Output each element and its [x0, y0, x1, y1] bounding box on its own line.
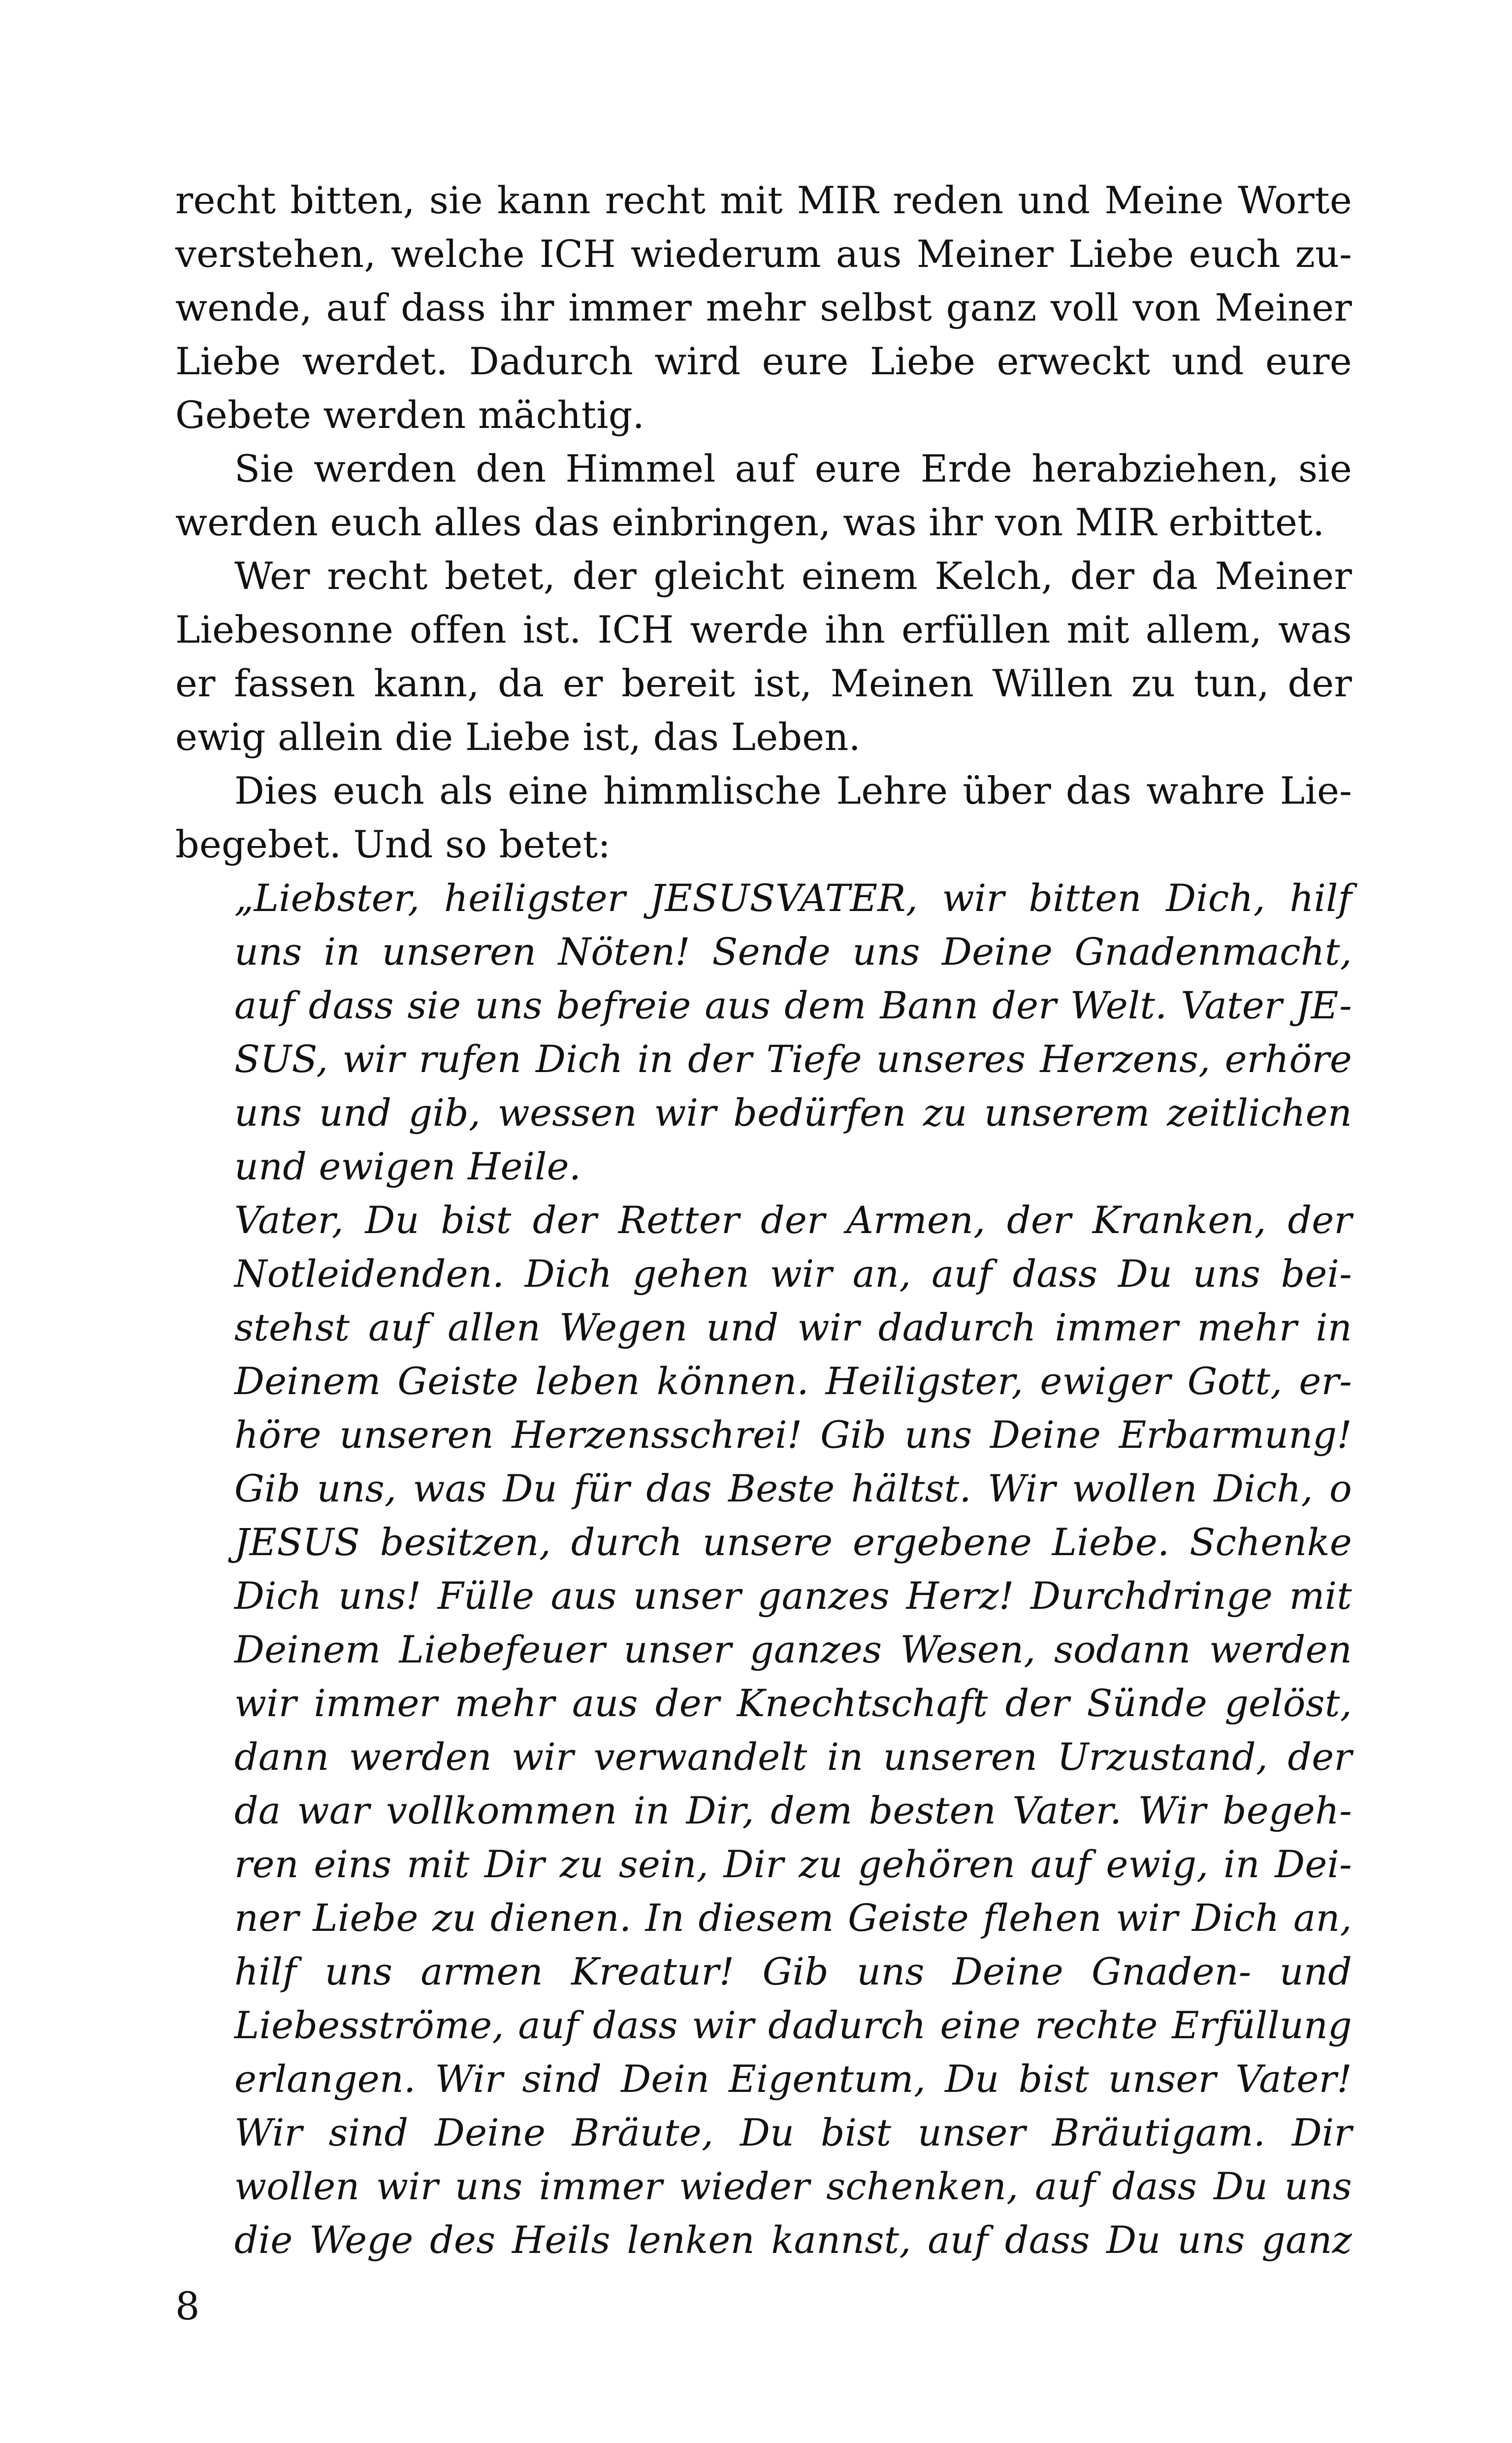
prayer-line: JESUS besitzen, durch unsere ergebene Liebe. Schenke	[234, 1520, 1352, 1564]
prayer-line: stehst auf allen Wegen und wir dadurch immer mehr in	[234, 1305, 1352, 1349]
prayer-line: Gib uns, was Du für das Beste hältst. Wir wollen Dich, o	[234, 1466, 1352, 1510]
prayer-line: „Liebster, heiligster JESUSVATER, wir bitten Dich, hilf	[234, 876, 1352, 920]
body-paragraph	[175, 173, 1352, 442]
body-paragraph	[175, 442, 1352, 549]
prayer-line: Deinem Geiste leben können. Heiligster, ewiger Gott, er-	[234, 1359, 1352, 1403]
text-line: ewig allein die Liebe ist, das Leben.	[175, 715, 861, 759]
body-paragraph	[175, 549, 1352, 764]
prayer-paragraph	[234, 1193, 1352, 2267]
prayer-line: die Wege des Heils lenken kannst, auf dass Du uns ganz	[234, 2218, 1352, 2262]
text-line: Dies euch als eine himmlische Lehre über das wahre Lie-	[234, 769, 1352, 813]
text-line: Wer recht betet, der gleicht einem Kelch, der da Meiner	[234, 554, 1352, 598]
text-line: Liebe werdet. Dadurch wird eure Liebe erweckt und eure	[175, 339, 1352, 383]
body-paragraph	[175, 764, 1352, 871]
prayer-line: hilf uns armen Kreatur! Gib uns Deine Gnaden- und	[234, 1950, 1352, 1993]
text-line: Sie werden den Himmel auf eure Erde herabziehen, sie	[234, 447, 1352, 490]
prayer-line: Wir sind Deine Bräute, Du bist unser Bräutigam. Dir	[234, 2111, 1352, 2154]
page-number: 8	[175, 2284, 200, 2329]
text-line: er fassen kann, da er bereit ist, Meinen Willen zu tun, der	[175, 661, 1352, 705]
text-line: Gebete werden mächtig.	[175, 393, 645, 437]
prayer-line: Notleidenden. Dich gehen wir an, auf dass Du uns bei-	[234, 1252, 1352, 1296]
text-line: recht bitten, sie kann recht mit MIR reden und Meine Worte	[175, 178, 1352, 222]
prayer-line: Dich uns! Fülle aus unser ganzes Herz! Durchdringe mit	[234, 1574, 1352, 1618]
prayer-line: SUS, wir rufen Dich in der Tiefe unseres Herzens, erhöre	[234, 1037, 1352, 1081]
text-line: Liebesonne offen ist. ICH werde ihn erfüllen mit allem, was	[175, 608, 1352, 651]
text-line: wende, auf dass ihr immer mehr selbst ganz voll von Meiner	[175, 286, 1352, 329]
prayer-line: ner Liebe zu dienen. In diesem Geiste flehen wir Dich an,	[234, 1896, 1352, 1940]
prayer-line: wollen wir uns immer wieder schenken, auf dass Du uns	[234, 2164, 1352, 2208]
prayer-line: Vater, Du bist der Retter der Armen, der Kranken, der	[234, 1198, 1352, 1242]
prayer-line: da war vollkommen in Dir, dem besten Vater. Wir begeh-	[234, 1789, 1352, 1832]
prayer-line: uns in unseren Nöten! Sende uns Deine Gnadenmacht,	[234, 930, 1352, 974]
prayer-line: Deinem Liebefeuer unser ganzes Wesen, sodann werden	[234, 1628, 1352, 1671]
prayer-line: ren eins mit Dir zu sein, Dir zu gehören auf ewig, in Dei-	[234, 1842, 1352, 1886]
prayer-line: auf dass sie uns befreie aus dem Bann der Welt. Vater JE-	[234, 983, 1352, 1027]
prayer-line: und ewigen Heile.	[234, 1144, 581, 1188]
prayer-line: wir immer mehr aus der Knechtschaft der Sünde gelöst,	[234, 1681, 1352, 1725]
prayer-line: uns und gib, wessen wir bedürfen zu unserem zeitlichen	[234, 1091, 1352, 1135]
text-line: werden euch alles das einbringen, was ihr von MIR erbittet.	[175, 500, 1325, 544]
prayer-paragraph	[234, 871, 1352, 1193]
prayer-line: Liebesströme, auf dass wir dadurch eine rechte Erfüllung	[234, 2003, 1352, 2047]
text-line: begebet. Und so betet:	[175, 822, 611, 866]
prayer-line: erlangen. Wir sind Dein Eigentum, Du bist unser Vater!	[234, 2057, 1352, 2101]
text-line: verstehen, welche ICH wiederum aus Meiner Liebe euch zu-	[175, 232, 1352, 276]
prayer-block	[175, 871, 1352, 2267]
text-block	[175, 173, 1352, 2267]
prayer-line: dann werden wir verwandelt in unseren Urzustand, der	[234, 1735, 1352, 1779]
prayer-line: höre unseren Herzensschrei! Gib uns Deine Erbarmung!	[234, 1413, 1352, 1457]
